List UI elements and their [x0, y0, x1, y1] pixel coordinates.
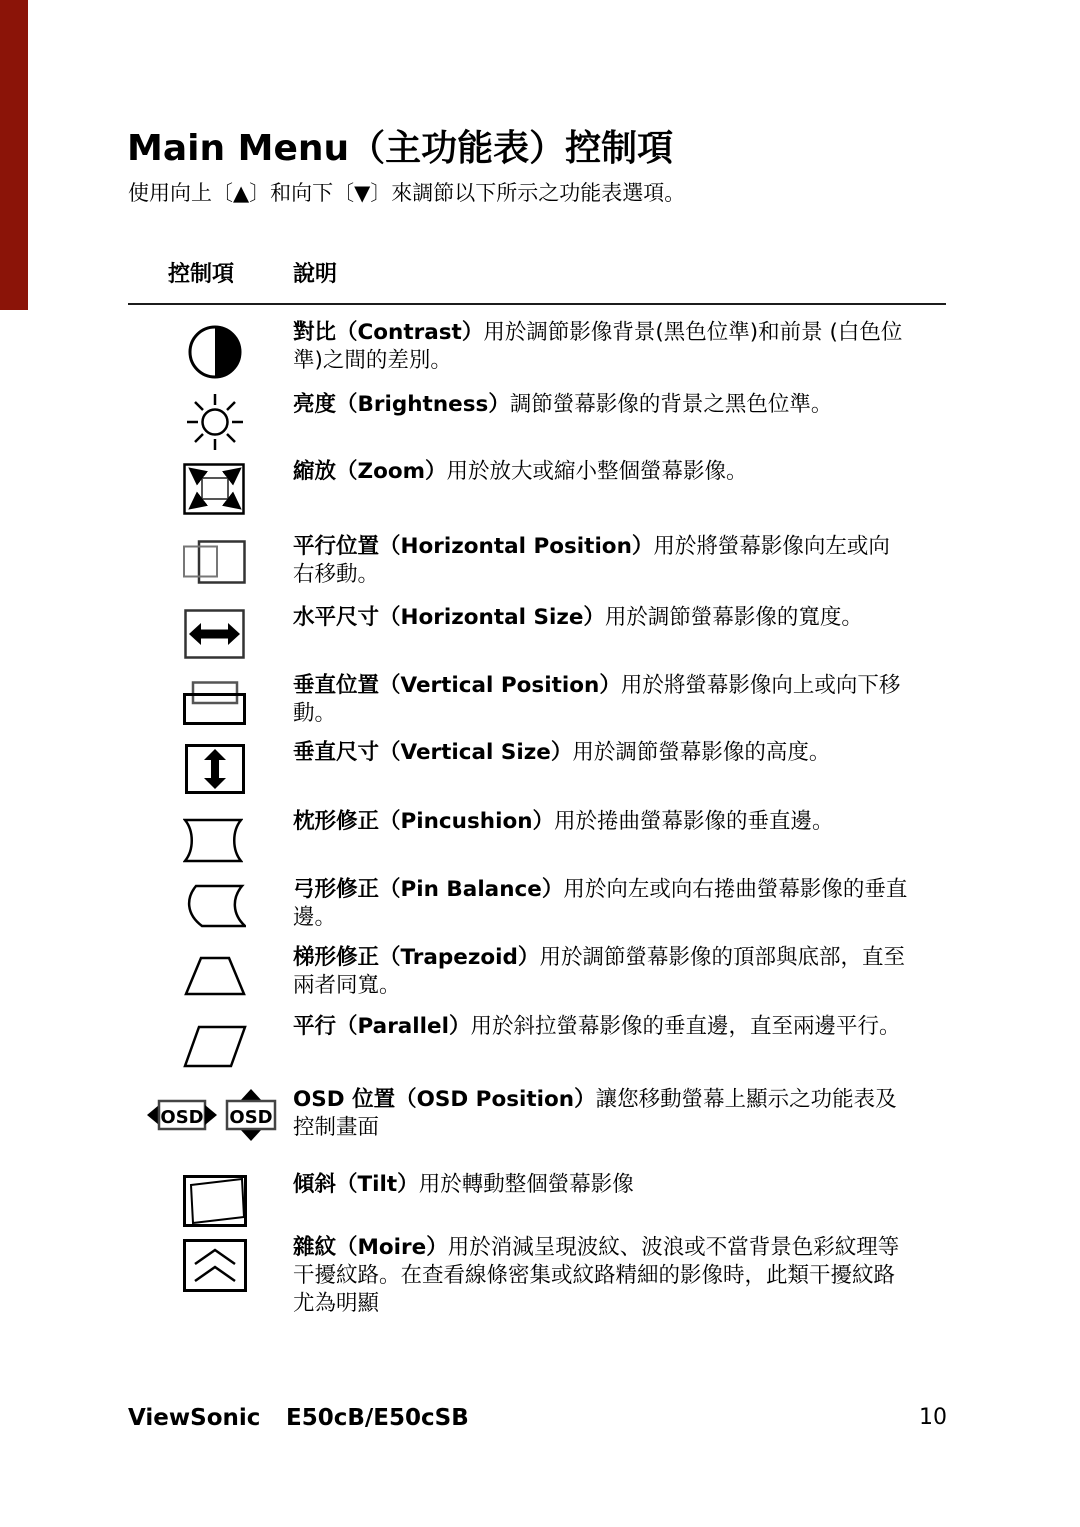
table-row [293, 1171, 911, 1199]
page-edge-accent-bar [0, 0, 28, 310]
brightness-icon [185, 392, 245, 452]
control-term: 雜紋（Moire） [293, 1235, 448, 1260]
vertical-position-icon [183, 681, 246, 725]
control-term: 對比（Contrast） [293, 320, 484, 345]
column-header-control: 控制項 [168, 262, 235, 287]
control-desc: 調節螢幕影像的背景之黑色位準。 [509, 392, 833, 417]
control-desc: 用於斜拉螢幕影像的垂直邊，直至兩邊平行。 [470, 1014, 901, 1039]
control-term: 縮放（Zoom） [293, 459, 447, 484]
table-row [293, 391, 911, 419]
control-term: 枕形修正（Pincushion） [293, 809, 555, 834]
vertical-size-icon [185, 744, 245, 794]
table-row [293, 1086, 911, 1142]
control-term: 垂直尺寸（Vertical Size） [293, 740, 573, 765]
control-term: 傾斜（Tilt） [293, 1172, 419, 1197]
osd-position-icon [147, 1088, 279, 1142]
control-term: 垂直位置（Vertical Position） [293, 673, 621, 698]
footer-brand: ViewSonic [128, 1405, 261, 1431]
control-term: 水平尺寸（Horizontal Size） [293, 605, 605, 630]
horizontal-size-icon [184, 609, 245, 659]
column-header-description: 說明 [293, 262, 338, 287]
table-row [293, 604, 911, 632]
contrast-icon [187, 324, 243, 380]
table-row [293, 458, 911, 486]
control-term: 平行位置（Horizontal Position） [293, 534, 654, 559]
osd-label: OSD [229, 1107, 273, 1128]
control-term: 平行（Parallel） [293, 1014, 471, 1039]
table-row [293, 319, 911, 375]
control-desc: 讓您移動螢幕上顯示之功能表及控制畫面 [293, 1087, 897, 1140]
table-row [293, 1234, 911, 1318]
table-row [293, 944, 911, 1000]
control-desc: 用於調節螢幕影像的高度。 [572, 740, 831, 765]
table-row [293, 808, 911, 836]
table-row [293, 1013, 911, 1041]
moire-icon [183, 1239, 247, 1292]
footer-page-number: 10 [919, 1405, 947, 1430]
page-title: Main Menu（主功能表）控制項 [127, 128, 674, 169]
parallel-icon [183, 1025, 247, 1068]
pin-balance-icon [182, 884, 246, 928]
tilt-icon [183, 1175, 247, 1227]
table-row [293, 672, 911, 728]
table-row [293, 533, 911, 589]
control-term: 梯形修正（Trapezoid） [293, 945, 540, 970]
control-term: OSD 位置（OSD Position） [293, 1087, 596, 1112]
control-desc: 用於捲曲螢幕影像的垂直邊。 [554, 809, 834, 834]
control-desc: 用於放大或縮小整個螢幕影像。 [446, 459, 748, 484]
osd-label: OSD [160, 1107, 204, 1128]
control-term: 弓形修正（Pin Balance） [293, 877, 564, 902]
control-desc: 用於將螢幕影像向左或向右移動。 [293, 534, 890, 587]
footer-model: E50cB/E50cSB [286, 1405, 469, 1431]
control-desc: 用於將螢幕影像向上或向下移動。 [293, 673, 901, 726]
zoom-icon [183, 463, 245, 515]
trapezoid-icon [184, 956, 246, 996]
control-desc: 用於調節螢幕影像的寬度。 [604, 605, 863, 630]
page-subtitle: 使用向上〔▲〕和向下〔▼〕來調節以下所示之功能表選項。 [128, 181, 686, 205]
control-desc: 用於調節螢幕影像的頂部與底部，直至兩者同寬。 [293, 945, 905, 998]
control-desc: 用於消減呈現波紋、波浪或不當背景色彩紋理等干擾紋路。在查看線條密集或紋路精細的影像時，此類干擾紋路尤為明顯 [293, 1235, 900, 1316]
table-header-rule [128, 303, 946, 305]
control-desc: 用於向左或向右捲曲螢幕影像的垂直邊。 [293, 877, 908, 930]
table-row [293, 739, 911, 767]
pincushion-icon [183, 818, 243, 863]
control-term: 亮度（Brightness） [293, 392, 510, 417]
table-row [293, 876, 911, 932]
horizontal-position-icon [183, 540, 246, 584]
control-desc: 用於轉動整個螢幕影像 [418, 1172, 634, 1197]
control-desc: 用於調節影像背景(黑色位準)和前景 (白色位準)之間的差別。 [293, 320, 903, 373]
